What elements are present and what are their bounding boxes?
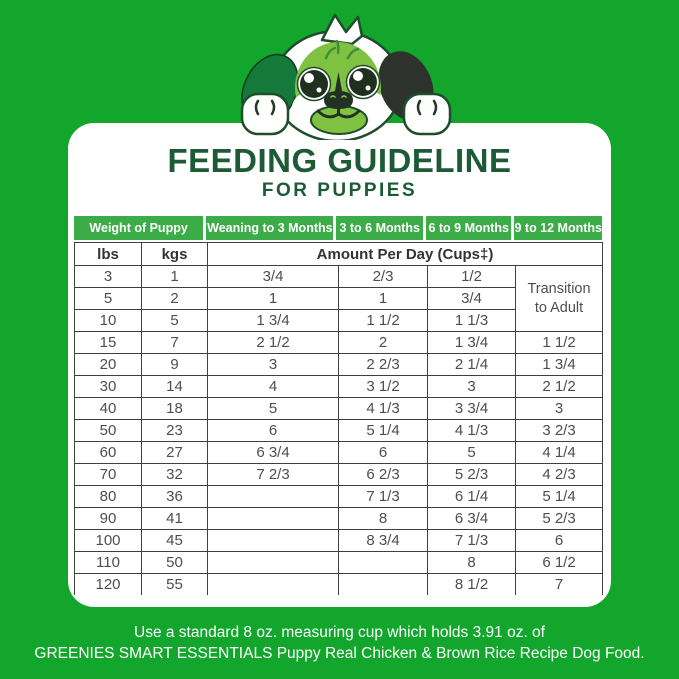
header-weaning-to-3-months: Weaning to 3 Months	[206, 216, 333, 240]
cell-kgs: 27	[142, 442, 208, 464]
table-row	[75, 442, 603, 464]
cell-lbs: 40	[75, 398, 142, 420]
cell-9-to-12m: 6 1/2	[516, 552, 603, 574]
cell-lbs: 100	[75, 530, 142, 552]
cell-9-to-12m: 6	[516, 530, 603, 552]
cell-lbs: 10	[75, 310, 142, 332]
cell-weaning-to-3m: 1 3/4	[208, 310, 339, 332]
table-row	[75, 266, 603, 288]
cell-kgs: 36	[142, 486, 208, 508]
cell-kgs: 45	[142, 530, 208, 552]
table-row	[75, 486, 603, 508]
cell-kgs: 32	[142, 464, 208, 486]
cell-lbs: 90	[75, 508, 142, 530]
cell-lbs: 70	[75, 464, 142, 486]
cell-9-to-12m: 4 1/4	[516, 442, 603, 464]
cell-6-to-9m: 6 1/4	[428, 486, 516, 508]
cell-kgs: 5	[142, 310, 208, 332]
cell-6-to-9m: 5	[428, 442, 516, 464]
cell-weaning-to-3m	[208, 508, 339, 530]
subheader-amount-per-day: Amount Per Day (Cups‡)	[208, 243, 603, 266]
cell-9-to-12m: 7	[516, 574, 603, 596]
cell-6-to-9m: 6 3/4	[428, 508, 516, 530]
header-3-to-6-months: 3 to 6 Months	[336, 216, 423, 240]
cell-weaning-to-3m: 6	[208, 420, 339, 442]
cell-transition-to-adult: Transition to Adult	[516, 266, 603, 332]
cell-kgs: 2	[142, 288, 208, 310]
cell-lbs: 80	[75, 486, 142, 508]
cell-lbs: 15	[75, 332, 142, 354]
cell-3-to-6m: 5 1/4	[339, 420, 428, 442]
page-title: FEEDING GUIDELINE	[167, 142, 512, 179]
cell-3-to-6m: 6 2/3	[339, 464, 428, 486]
cell-lbs: 3	[75, 266, 142, 288]
table-row	[75, 420, 603, 442]
cell-6-to-9m: 8	[428, 552, 516, 574]
cell-9-to-12m: 1 3/4	[516, 354, 603, 376]
cell-weaning-to-3m: 3	[208, 354, 339, 376]
cell-weaning-to-3m: 6 3/4	[208, 442, 339, 464]
cell-kgs: 14	[142, 376, 208, 398]
guideline-card	[68, 123, 611, 607]
cell-3-to-6m: 7 1/3	[339, 486, 428, 508]
subheader-kgs: kgs	[142, 243, 208, 266]
cell-6-to-9m: 8 1/2	[428, 574, 516, 596]
cell-kgs: 50	[142, 552, 208, 574]
cell-3-to-6m: 8 3/4	[339, 530, 428, 552]
cell-lbs: 20	[75, 354, 142, 376]
table-row	[75, 376, 603, 398]
footer-note	[0, 622, 679, 664]
feeding-table	[74, 216, 602, 595]
header-9-to-12-months: 9 to 12 Months	[514, 216, 602, 240]
table-row	[75, 530, 603, 552]
cell-kgs: 7	[142, 332, 208, 354]
cell-weaning-to-3m	[208, 552, 339, 574]
cell-9-to-12m: 1 1/2	[516, 332, 603, 354]
cell-kgs: 1	[142, 266, 208, 288]
cell-lbs: 60	[75, 442, 142, 464]
table-row	[75, 354, 603, 376]
cell-kgs: 18	[142, 398, 208, 420]
cell-3-to-6m	[339, 552, 428, 574]
cell-kgs: 41	[142, 508, 208, 530]
cell-9-to-12m: 3	[516, 398, 603, 420]
cell-lbs: 110	[75, 552, 142, 574]
cell-kgs: 23	[142, 420, 208, 442]
footer-line-1: Use a standard 8 oz. measuring cup which holds 3.91 oz. of	[134, 624, 545, 641]
cell-weaning-to-3m	[208, 530, 339, 552]
cell-weaning-to-3m	[208, 574, 339, 596]
cell-9-to-12m: 5 1/4	[516, 486, 603, 508]
cell-lbs: 30	[75, 376, 142, 398]
cell-6-to-9m: 3	[428, 376, 516, 398]
table-row	[75, 574, 603, 596]
cell-3-to-6m: 3 1/2	[339, 376, 428, 398]
cell-6-to-9m: 1 1/3	[428, 310, 516, 332]
feeding-table-body	[75, 266, 603, 596]
cell-3-to-6m	[339, 574, 428, 596]
cell-6-to-9m: 3/4	[428, 288, 516, 310]
cell-3-to-6m: 6	[339, 442, 428, 464]
table-row	[75, 398, 603, 420]
table-row	[75, 332, 603, 354]
subheader-lbs: lbs	[75, 243, 142, 266]
cell-9-to-12m: 3 2/3	[516, 420, 603, 442]
subheader-row	[75, 243, 603, 266]
cell-kgs: 55	[142, 574, 208, 596]
cell-9-to-12m: 5 2/3	[516, 508, 603, 530]
cell-6-to-9m: 1/2	[428, 266, 516, 288]
table-row	[75, 552, 603, 574]
cell-weaning-to-3m: 4	[208, 376, 339, 398]
cell-6-to-9m: 3 3/4	[428, 398, 516, 420]
cell-3-to-6m: 2 2/3	[339, 354, 428, 376]
header-6-to-9-months: 6 to 9 Months	[426, 216, 512, 240]
cell-6-to-9m: 1 3/4	[428, 332, 516, 354]
table-row	[75, 508, 603, 530]
cell-6-to-9m: 5 2/3	[428, 464, 516, 486]
cell-lbs: 50	[75, 420, 142, 442]
puppy-illustration	[212, 8, 472, 140]
cell-3-to-6m: 8	[339, 508, 428, 530]
cell-weaning-to-3m	[208, 486, 339, 508]
cell-weaning-to-3m: 5	[208, 398, 339, 420]
feeding-table-grid	[74, 242, 603, 595]
cell-3-to-6m: 2/3	[339, 266, 428, 288]
cell-6-to-9m: 2 1/4	[428, 354, 516, 376]
cell-weaning-to-3m: 3/4	[208, 266, 339, 288]
header-weight-of-puppy: Weight of Puppy	[74, 216, 203, 240]
cell-6-to-9m: 7 1/3	[428, 530, 516, 552]
cell-3-to-6m: 1	[339, 288, 428, 310]
month-header-row	[74, 216, 602, 240]
cell-kgs: 9	[142, 354, 208, 376]
cell-weaning-to-3m: 2 1/2	[208, 332, 339, 354]
cell-weaning-to-3m: 1	[208, 288, 339, 310]
page-subtitle: FOR PUPPIES	[261, 180, 418, 201]
cell-6-to-9m: 4 1/3	[428, 420, 516, 442]
cell-3-to-6m: 2	[339, 332, 428, 354]
cell-lbs: 120	[75, 574, 142, 596]
cell-lbs: 5	[75, 288, 142, 310]
cell-3-to-6m: 4 1/3	[339, 398, 428, 420]
cell-weaning-to-3m: 7 2/3	[208, 464, 339, 486]
cell-3-to-6m: 1 1/2	[339, 310, 428, 332]
table-row	[75, 464, 603, 486]
cell-9-to-12m: 2 1/2	[516, 376, 603, 398]
footer-line-2: GREENIES SMART ESSENTIALS Puppy Real Chicken & Brown Rice Recipe Dog Food.	[34, 645, 645, 662]
cell-9-to-12m: 4 2/3	[516, 464, 603, 486]
